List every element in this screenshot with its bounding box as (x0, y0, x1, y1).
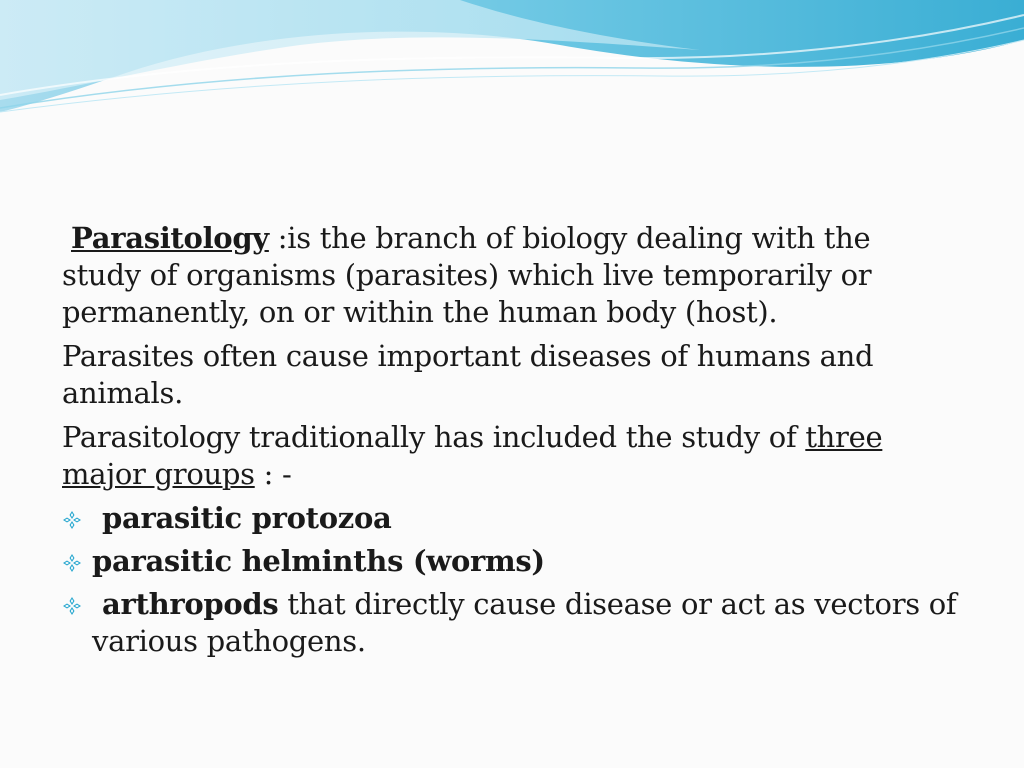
diamond-bullet-icon (62, 510, 82, 530)
definition-text-line1: :is the branch of biology dealing with the (277, 221, 871, 255)
bullet-bold-protozoa: parasitic protozoa (102, 501, 392, 535)
definition-text-line3: permanently, on or within the human body (host). (62, 295, 778, 329)
bullet-item-helminths (62, 543, 962, 580)
groups-tail: : - (254, 457, 292, 491)
definition-text-line2: study of organisms (parasites) which live temporarily or (62, 258, 872, 292)
bullet-item-protozoa (62, 500, 962, 537)
groups-paragraph (62, 419, 962, 493)
diseases-paragraph (62, 338, 962, 412)
diamond-bullet-icon (62, 596, 82, 616)
diseases-text-line2: animals. (62, 376, 184, 410)
groups-underlined-major: major groups (62, 457, 255, 491)
bullet-item-arthropods (62, 586, 962, 660)
bullet-text-arthropods-line2: various pathogens. (92, 624, 366, 658)
slide-body (62, 220, 962, 666)
groups-underlined-three: three (805, 420, 883, 454)
definition-term: Parasitology (71, 221, 269, 255)
diseases-text-line1: Parasites often cause important diseases of humans and (62, 339, 874, 373)
bullet-bold-helminths: parasitic helminths (worms) (92, 544, 545, 578)
diamond-bullet-icon (62, 553, 82, 573)
definition-paragraph (62, 220, 962, 331)
bullet-text-arthropods: that directly cause disease or act as vectors of (278, 587, 957, 621)
bullet-bold-arthropods: arthropods (102, 587, 279, 621)
groups-text-line1: Parasitology traditionally has included the study of (62, 420, 806, 454)
header-wave-decoration (0, 0, 1024, 130)
